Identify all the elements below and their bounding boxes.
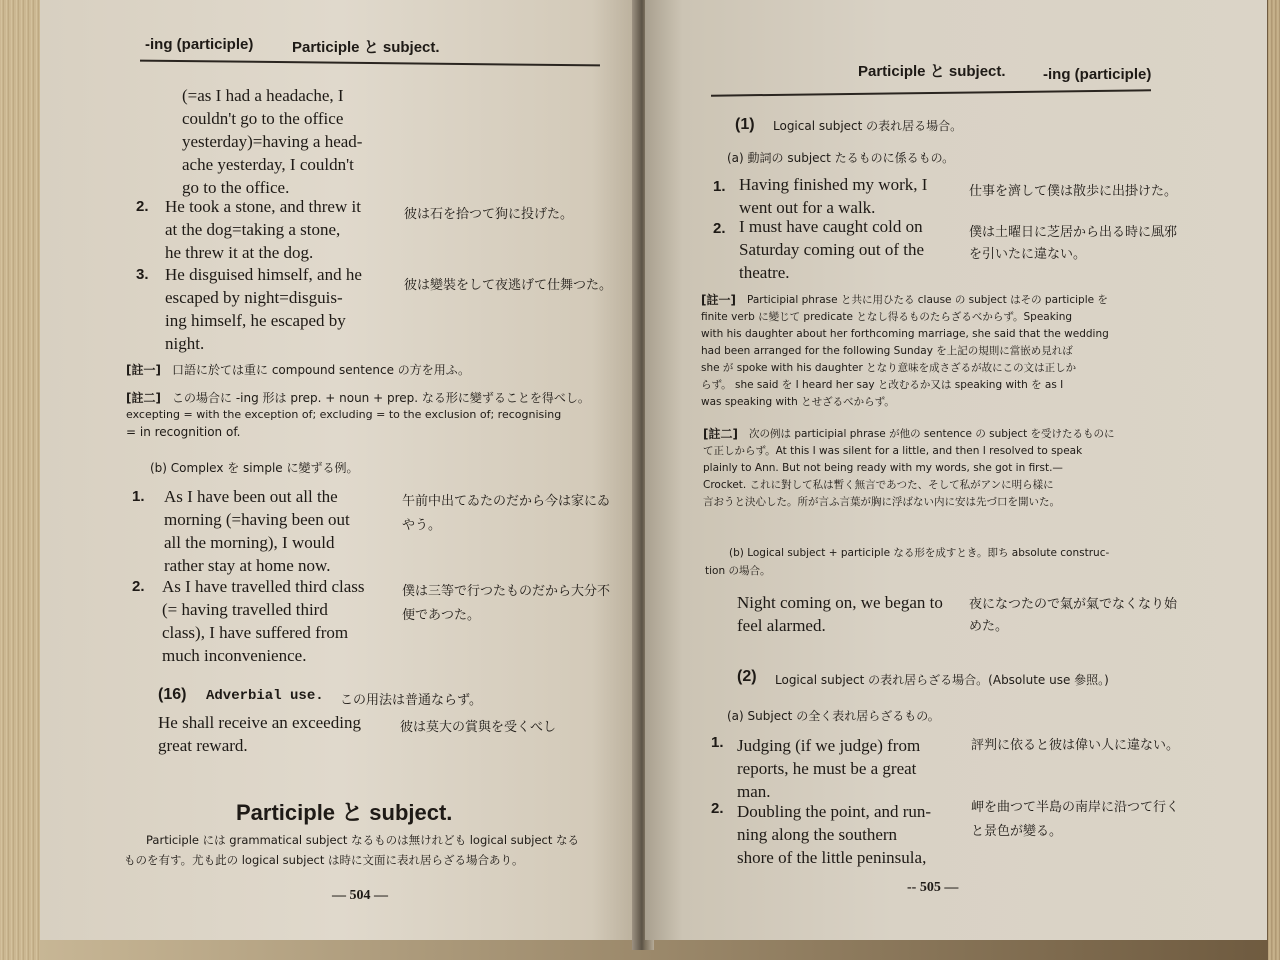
subsection-2a: (a) Subject の全く表れ居らざるもの。 — [727, 709, 940, 723]
example-number: 3. — [136, 266, 149, 283]
header-right: Participle と subject. — [292, 39, 440, 56]
right-page — [645, 0, 1267, 940]
example-number: 2. — [136, 198, 149, 215]
example-a1-text: Having finished my work, I went out for a walk. — [739, 175, 928, 217]
note-label: [註二] — [126, 391, 161, 405]
example-c2-translation: 岬を曲つて半島の南岸に沿つて行く と景色が變る。 — [971, 800, 1180, 839]
note-label: [註一] — [126, 363, 161, 377]
example-number: 1. — [713, 178, 726, 195]
note-2-line: = in recognition of. — [126, 425, 241, 439]
header-left: -ing (participle) — [145, 36, 254, 53]
section-16-note: この用法は普通ならず。 — [340, 693, 482, 708]
example-3-text: He disguised himself, and he escaped by night=disguis- ing himself, he escaped by night. — [165, 265, 362, 353]
header-rule — [711, 89, 1151, 96]
section-16-translation: 彼は莫大の賞與を受くべし — [400, 720, 557, 735]
example-b-translation: 夜になつたので氣が氣でなくなり始 めた。 — [969, 597, 1178, 634]
section-16-title: Adverbial use. — [206, 688, 324, 704]
note-1-block: Participial phrase と共に用ひたる clause の subject はその participle を — [747, 294, 1108, 306]
page-number: — 504 — — [332, 888, 388, 903]
intro-line: Participle には grammatical subject なるものは無けれども logical subject なる — [146, 833, 580, 847]
note-1-block-cont: finite verb に變じて predicate となし得るものたらざるべからず。Speaking with his daughter about her forthcoming marriage, she said that the wedding had been arranged for the following Sunday を上記の規則に當嵌め見れば she が spoke with his daughter となり意味を成さざるが故にこの文は正しか らず。 she said を I heard her say と改むるか又は speaking with を as I was speaking with とせざるべからず。 — [701, 311, 1109, 408]
example-number: 2. — [711, 800, 724, 817]
note-1-text: 口語に於ては重に compound sentence の方を用ふ。 — [172, 363, 471, 377]
example-number: 2. — [132, 578, 145, 595]
example-2-translation: 彼は石を拾つて狗に投げた。 — [404, 207, 574, 222]
example-b1-translation: 午前中出てゐたのだから今は家にゐ やう。 — [402, 494, 611, 533]
example-b2-translation: 僕は三等で行つたものだから大分不 便であつた。 — [402, 584, 611, 623]
section-b-heading: (b) Complex を simple に變ずる例。 — [150, 461, 359, 475]
example-b1-text: As I have been out all the morning (=having been out all the morning), I would rather stay at home now. — [164, 487, 350, 575]
example-a1-translation: 仕事を濟して僕は散歩に出掛けた。 — [969, 184, 1178, 199]
example-c1-text: Judging (if we judge) from reports, he must be a great man. — [737, 736, 921, 801]
section-title: Participle と subject. — [236, 800, 453, 825]
example-b2-text: As I have travelled third class (= having travelled third class), I have suffered from much inconvenience. — [162, 577, 365, 665]
header-rule — [140, 60, 600, 67]
subsection-a: (a) 動詞の subject たるものに係るもの。 — [727, 151, 955, 165]
example-a2-translation: 僕は土曜日に芝居から出る時に風邪 を引いたに違ない。 — [969, 225, 1178, 262]
example-number: 1. — [711, 734, 724, 751]
page-number: -- 505 — — [907, 880, 959, 895]
section-1-title: Logical subject の表れ居る場合。 — [773, 119, 963, 133]
left-page — [40, 0, 640, 940]
note-2-block: 次の例は participial phrase が他の sentence の subject を受けたるものに — [749, 428, 1115, 440]
intro-line: ものを有す。尤も此の logical subject は時に文面に表れ居らざる場合あり。 — [124, 853, 524, 867]
example-2-text: He took a stone, and threw it at the dog=taking a stone, he threw it at the dog. — [165, 197, 361, 262]
note-2-block-cont: て正しからず。At this I was silent for a little, and then I resolved to speak plainly to Ann. But not being ready with my words, she got in first.— Crocket. これに對して私は暫く無言であつた、そして私がアンに明ら樣に 言おうと決心した。所が言ふ言葉が胸に浮ばない内に安は先づ口を開いた。 — [703, 445, 1083, 508]
example-c2-text: Doubling the point, and run- ning along the southern shore of the little peninsula, — [737, 802, 932, 867]
note-label: [註一] — [701, 293, 736, 307]
example-3-translation: 彼は變裝をして夜逃げて仕舞つた。 — [404, 278, 613, 293]
example-number: 2. — [713, 220, 726, 237]
section-16-number: (16) — [158, 686, 187, 703]
example-number: 1. — [132, 488, 145, 505]
header-left: Participle と subject. — [858, 63, 1006, 80]
note-2-line: excepting = with the exception of; excluding = to the exclusion of; recognising — [126, 408, 562, 421]
section-2-title: Logical subject の表れ居らざる場合。(Absolute use 參照。) — [775, 673, 1109, 687]
section-16-example: He shall receive an exceeding great reward. — [158, 713, 361, 755]
note-label: [註二] — [703, 427, 738, 441]
continuation-block: (=as I had a headache, I couldn't go to the office yesterday)=having a head- ache yesterday, I couldn't go to the office. — [182, 86, 363, 197]
subsection-b: (b) Logical subject + participle なる形を成すとき。即ち absolute construc- tion の場合。 — [705, 547, 1110, 577]
section-1-number: (1) — [735, 116, 755, 133]
section-2-number: (2) — [737, 668, 757, 685]
example-b-text: Night coming on, we began to feel alarmed. — [737, 593, 943, 635]
page-edges-left — [0, 0, 40, 960]
example-a2-text: I must have caught cold on Saturday coming out of the theatre. — [739, 217, 925, 282]
example-c1-translation: 評判に依ると彼は偉い人に違ない。 — [971, 738, 1180, 753]
note-2-line: この場合に -ing 形は prep. + noun + prep. なる形に變ずることを得べし。 — [172, 391, 590, 405]
header-right: -ing (participle) — [1043, 66, 1152, 83]
page-edges-right — [1268, 0, 1280, 960]
